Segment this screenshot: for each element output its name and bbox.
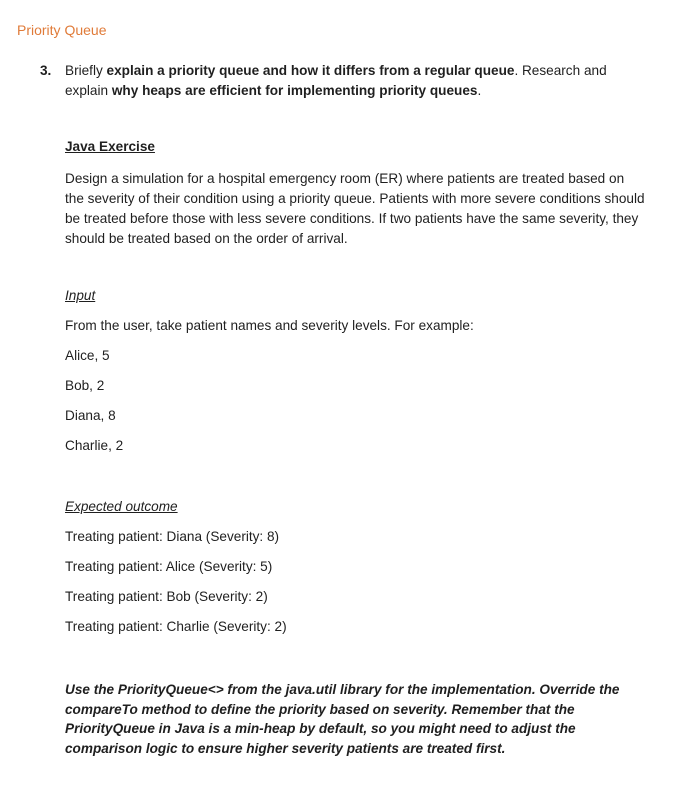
outcome-line: Treating patient: Alice (Severity: 5) [65,559,273,574]
question-bold-part: why heaps are efficient for implementing priority queues [111,83,478,98]
section-title: Priority Queue [17,22,107,38]
question-text-part: Briefly [65,63,107,78]
input-example: Charlie, 2 [65,438,124,453]
exercise-description: Design a simulation for a hospital emergency room (ER) where patients are treated based on the severity of their condition using a priority queue. Patients with more severe conditions should be treated before those with less severe conditions. If two patients have the same severity, they should be treated based on the order of arrival. [65,171,645,246]
java-exercise-heading: Java Exercise [65,139,155,154]
outcome-line: Treating patient: Charlie (Severity: 2) [65,619,287,634]
question-bold-part: explain a priority queue and how it differs from a regular queue [106,63,515,78]
question-number: 3. [40,63,52,78]
input-intro: From the user, take patient names and severity levels. For example: [65,318,474,333]
question-text [65,61,625,101]
outcome-line: Treating patient: Bob (Severity: 2) [65,589,268,604]
question-text-part: . Research and explain [65,63,607,98]
input-example: Bob, 2 [65,378,105,393]
expected-outcome-heading: Expected outcome [65,499,178,514]
implementation-note: Use the PriorityQueue<> from the java.util library for the implementation. Override the compareTo method to define the priority based on severity. Remember that the PriorityQueue in Java is a min-heap by default, so you might need to adjust the comparison logic to ensure higher severity patients are treated first. [65,682,620,756]
question-text-part: . [477,83,482,98]
input-heading: Input [65,288,96,303]
outcome-line: Treating patient: Diana (Severity: 8) [65,529,280,544]
input-example: Diana, 8 [65,408,116,423]
input-example: Alice, 5 [65,348,110,363]
